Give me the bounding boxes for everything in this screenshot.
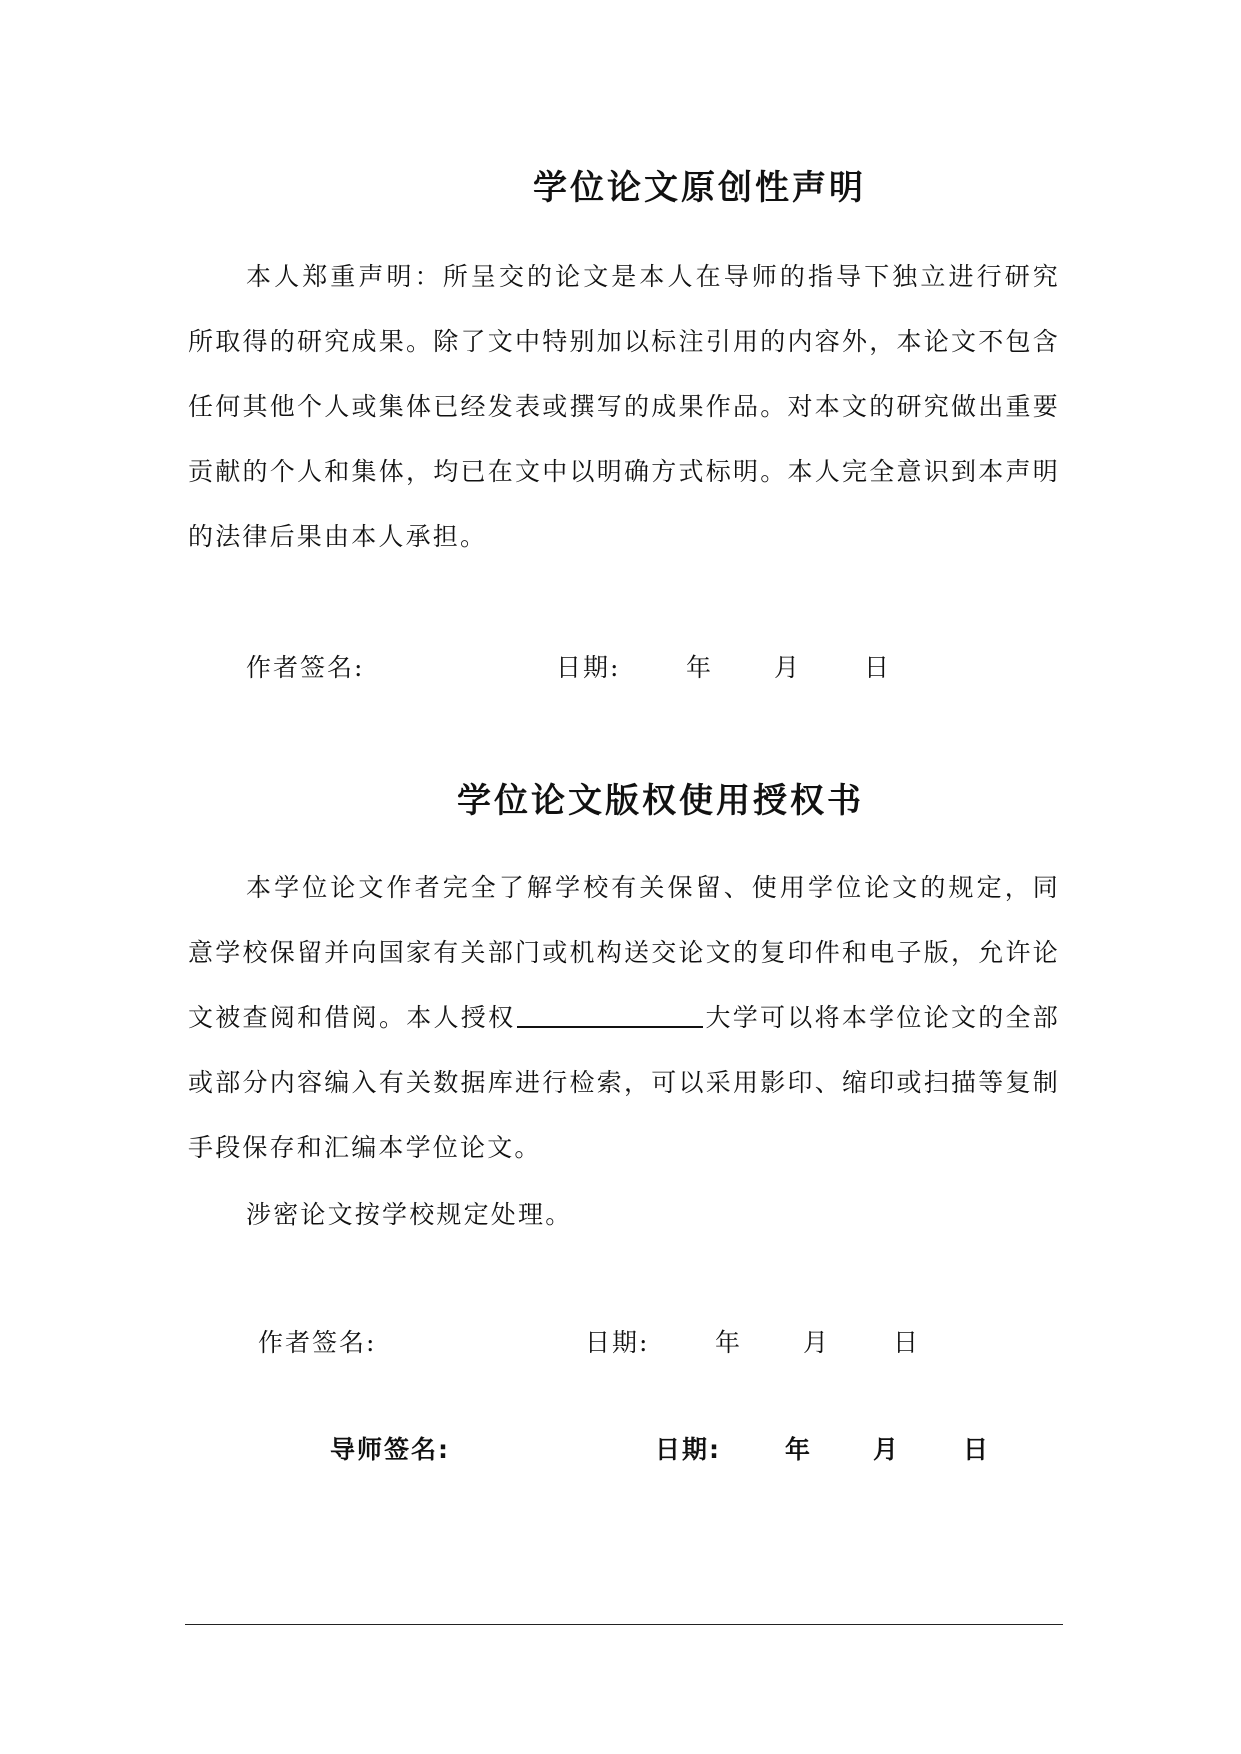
date-label: 日期:	[655, 1435, 721, 1464]
day-label: 日	[893, 1328, 921, 1357]
year-label: 年	[715, 1328, 743, 1357]
date-label: 日期:	[585, 1328, 650, 1357]
authorization-text-part2: 大学可以将本学位论文的全部或部分内容编入有关数据库进行检索，可以采用影印、缩印或扫描等复制手段保存和汇编本学位论文。	[188, 1003, 1060, 1162]
advisor-signature-label: 导师签名:	[330, 1435, 450, 1464]
author-signature-label: 作者签名:	[258, 1328, 377, 1357]
originality-title: 学位论文原创性声明	[533, 168, 866, 208]
author-signature-label: 作者签名:	[246, 653, 365, 682]
day-label: 日	[963, 1435, 991, 1464]
month-label: 月	[873, 1435, 901, 1464]
authorization-statement	[188, 855, 1060, 1180]
authorization-text-part1: 本学位论文作者完全了解学校有关保留、使用学位论文的规定，同意学校保留并向国家有关部门或机构送交论文的复印件和电子版，允许论文被查阅和借阅。本人授权	[188, 873, 1060, 1032]
secret-thesis-note: 涉密论文按学校规定处理。	[246, 1200, 573, 1229]
month-label: 月	[774, 653, 802, 682]
date-label: 日期:	[556, 653, 621, 682]
month-label: 月	[803, 1328, 831, 1357]
footer-divider	[185, 1624, 1063, 1625]
year-label: 年	[785, 1435, 813, 1464]
originality-statement: 本人郑重声明：所呈交的论文是本人在导师的指导下独立进行研究所取得的研究成果。除了文中特别加以标注引用的内容外，本论文不包含任何其他个人或集体已经发表或撰写的成果作品。对本文的研究做出重要贡献的个人和集体，均已在文中以明确方式标明。本人完全意识到本声明的法律后果由本人承担。	[188, 262, 1060, 551]
day-label: 日	[864, 653, 892, 682]
authorization-title: 学位论文版权使用授权书	[457, 781, 864, 821]
year-label: 年	[686, 653, 714, 682]
university-name-blank[interactable]	[517, 1004, 703, 1028]
